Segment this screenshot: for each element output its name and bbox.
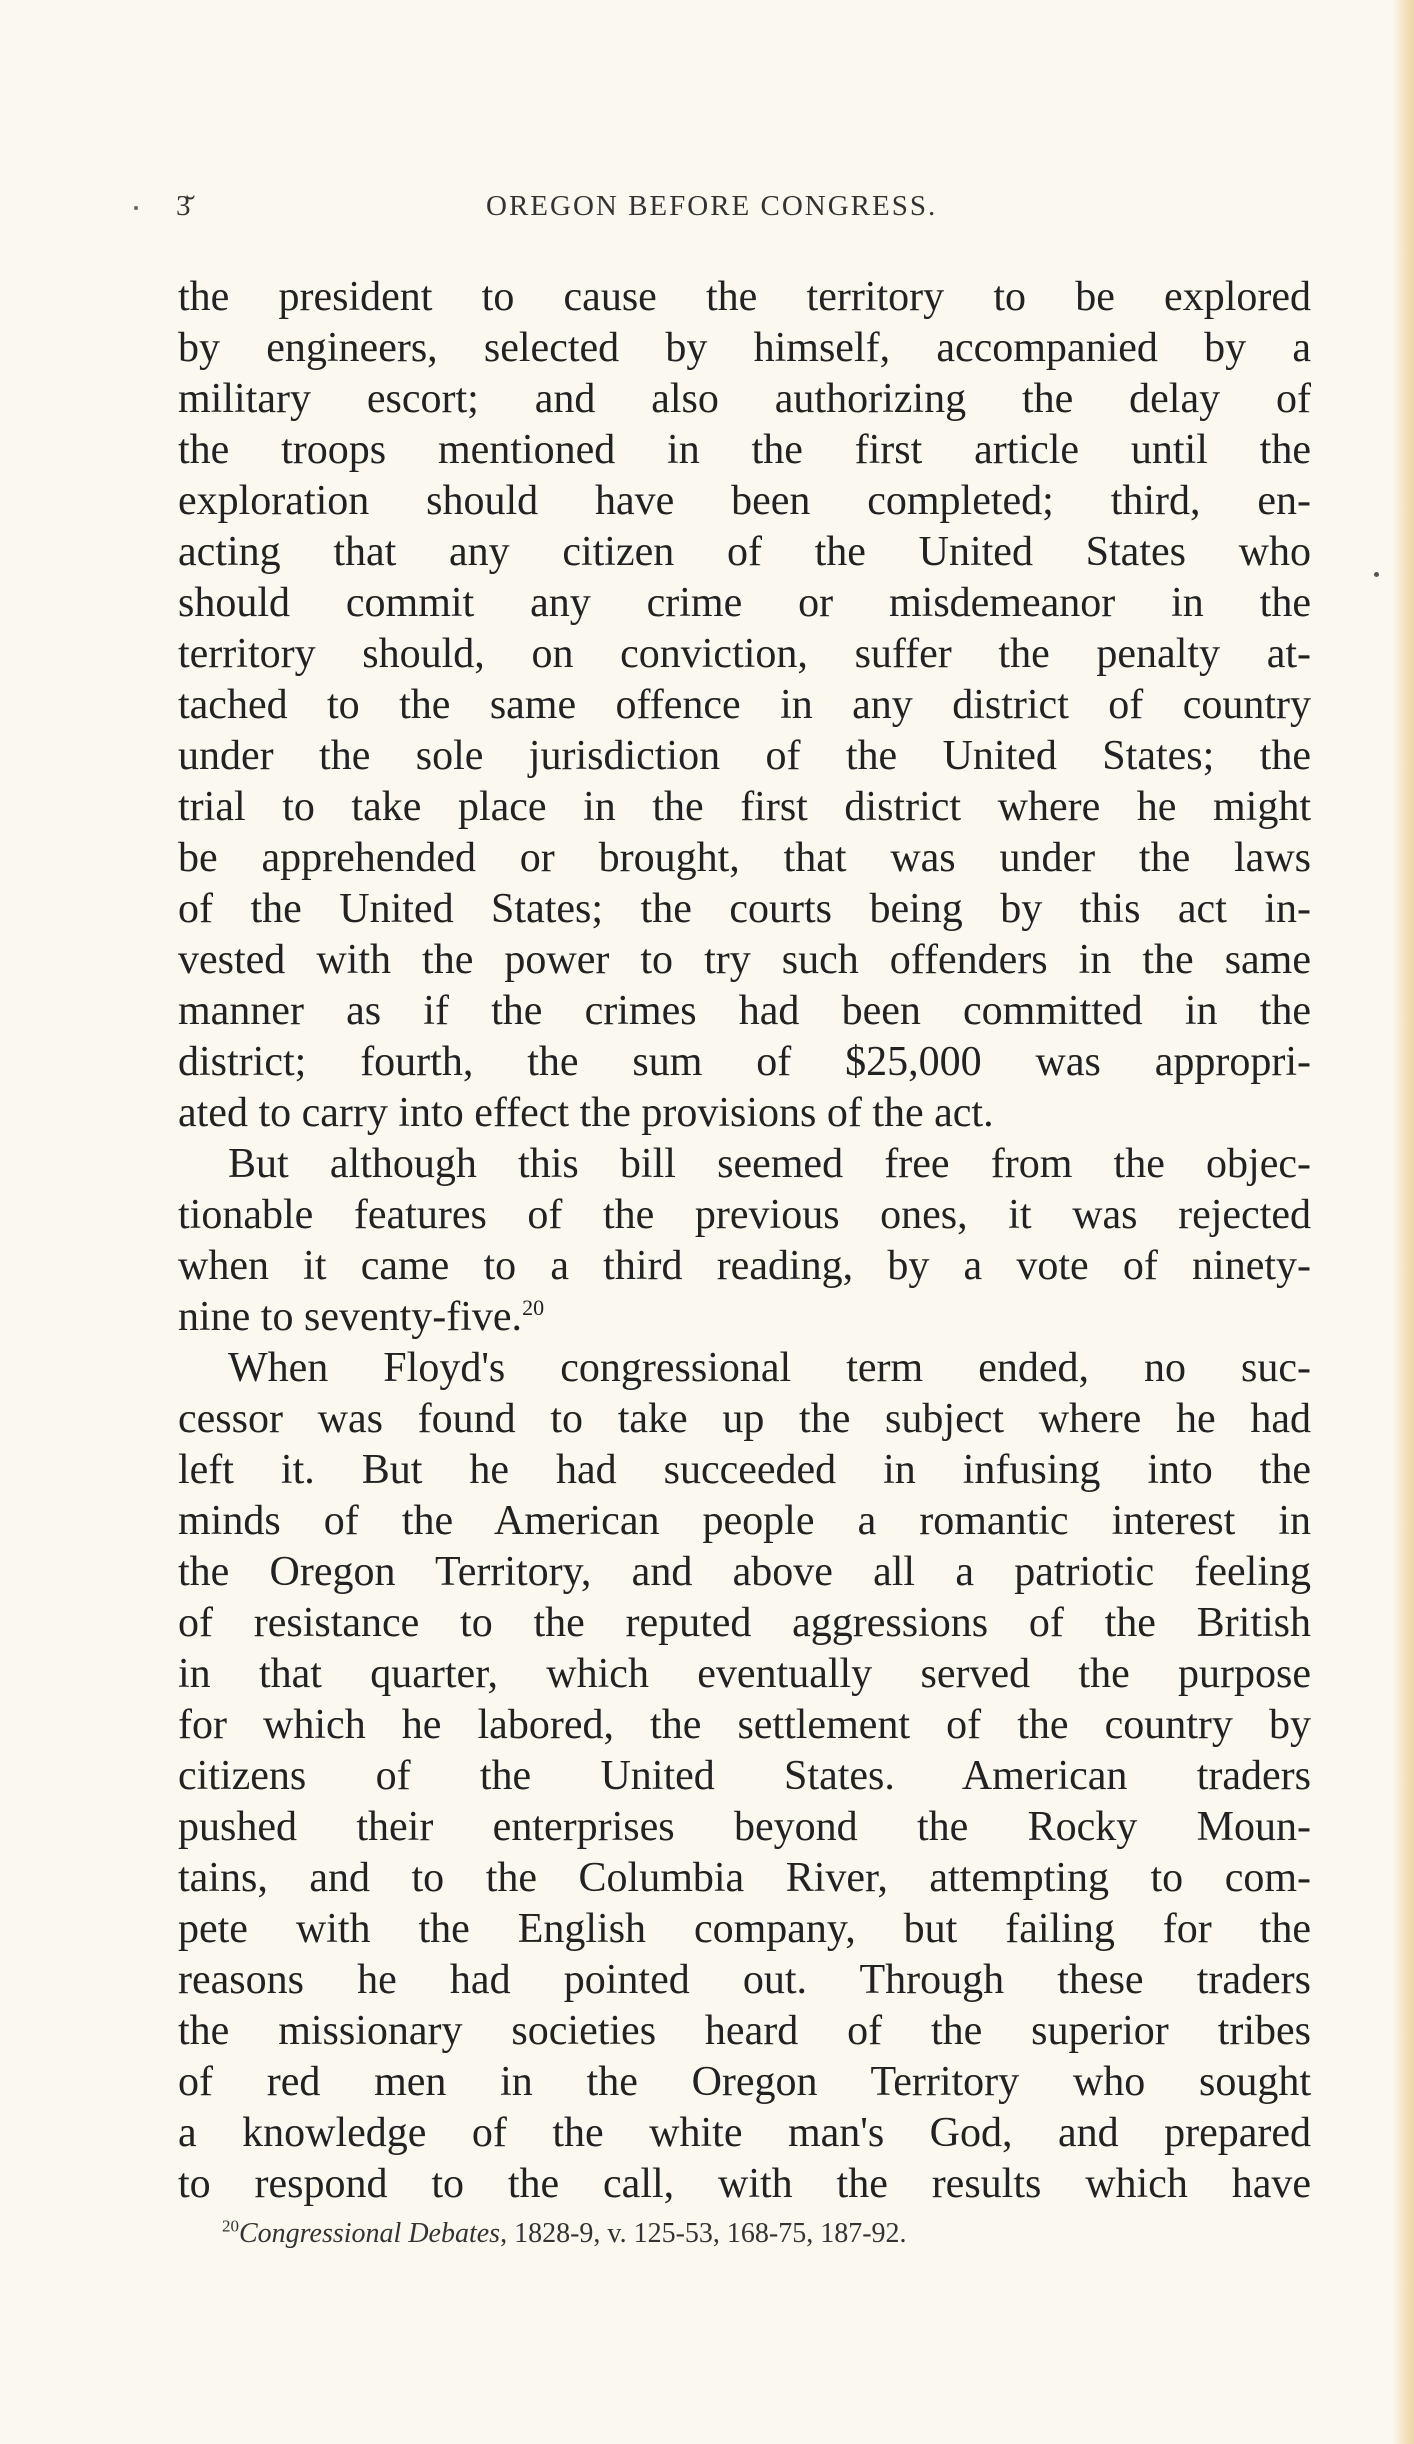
running-head <box>176 190 1306 230</box>
text-line: minds of the American people a romantic interest in <box>178 1498 1311 1544</box>
text-line <box>178 1292 1311 1343</box>
text-line: be apprehended or brought, that was under the laws <box>178 835 1311 881</box>
running-title: OREGON BEFORE CONGRESS. <box>486 190 938 222</box>
text-line-content: nine to seventy-five. <box>178 1294 523 1340</box>
body-text <box>178 272 1311 2210</box>
text-line: the Oregon Territory, and above all a patriotic feeling <box>178 1549 1311 1595</box>
footnote-citation: , 1828-9, v. 125-53, 168-75, 187-92. <box>500 2218 907 2249</box>
text-line: But although this bill seemed free from the objec- <box>228 1141 1311 1187</box>
footnote <box>222 2218 1222 2250</box>
text-line: reasons he had pointed out. Through these traders <box>178 1957 1311 2003</box>
footnote-reference: 20 <box>522 1295 545 1320</box>
text-line: pete with the English company, but failing for the <box>178 1906 1311 1952</box>
page-edge <box>1392 0 1414 2444</box>
text-line: under the sole jurisdiction of the United States; the <box>178 733 1311 779</box>
text-line: acting that any citizen of the United States who <box>178 529 1311 575</box>
text-line: to respond to the call, with the results which have <box>178 2161 1311 2207</box>
text-line: territory should, on conviction, suffer the penalty at- <box>178 631 1311 677</box>
text-line: for which he labored, the settlement of the country by <box>178 1702 1311 1748</box>
text-line: tionable features of the previous ones, it was rejected <box>178 1192 1311 1238</box>
ink-mark <box>134 206 138 210</box>
text-line: district; fourth, the sum of $25,000 was appropri- <box>178 1039 1311 1085</box>
footnote-number: 20 <box>222 2216 239 2236</box>
ink-speck <box>1374 572 1379 577</box>
text-line: when it came to a third reading, by a vote of ninety- <box>178 1243 1311 1289</box>
text-line: citizens of the United States. American traders <box>178 1753 1311 1799</box>
text-line: of resistance to the reputed aggressions of the British <box>178 1600 1311 1646</box>
text-line: manner as if the crimes had been committed in the <box>178 988 1311 1034</box>
text-line: military escort; and also authorizing the delay of <box>178 376 1311 422</box>
page-number: 3̆ <box>176 190 192 222</box>
text-line: the missionary societies heard of the superior tribes <box>178 2008 1311 2054</box>
text-line: vested with the power to try such offenders in the same <box>178 937 1311 983</box>
text-line: tached to the same offence in any district of country <box>178 682 1311 728</box>
text-line: the troops mentioned in the first article until the <box>178 427 1311 473</box>
text-line: the president to cause the territory to be explored <box>178 274 1311 320</box>
text-line: tains, and to the Columbia River, attempting to com- <box>178 1855 1311 1901</box>
text-line: exploration should have been completed; third, en- <box>178 478 1311 524</box>
text-line: in that quarter, which eventually served the purpose <box>178 1651 1311 1697</box>
text-line: a knowledge of the white man's God, and prepared <box>178 2110 1311 2156</box>
footnote-title: Congressional Debates <box>239 2218 501 2249</box>
text-line: ated to carry into effect the provisions of the act. <box>178 1090 994 1136</box>
text-line: pushed their enterprises beyond the Rocky Moun- <box>178 1804 1311 1850</box>
text-line: cessor was found to take up the subject where he had <box>178 1396 1311 1442</box>
text-line: should commit any crime or misdemeanor in the <box>178 580 1311 626</box>
text-line: left it. But he had succeeded in infusing into the <box>178 1447 1311 1493</box>
text-line: of the United States; the courts being by this act in- <box>178 886 1311 932</box>
text-line: by engineers, selected by himself, accompanied by a <box>178 325 1311 371</box>
text-line: of red men in the Oregon Territory who sought <box>178 2059 1311 2105</box>
text-line: When Floyd's congressional term ended, no suc- <box>228 1345 1311 1391</box>
text-line: trial to take place in the first district where he might <box>178 784 1311 830</box>
